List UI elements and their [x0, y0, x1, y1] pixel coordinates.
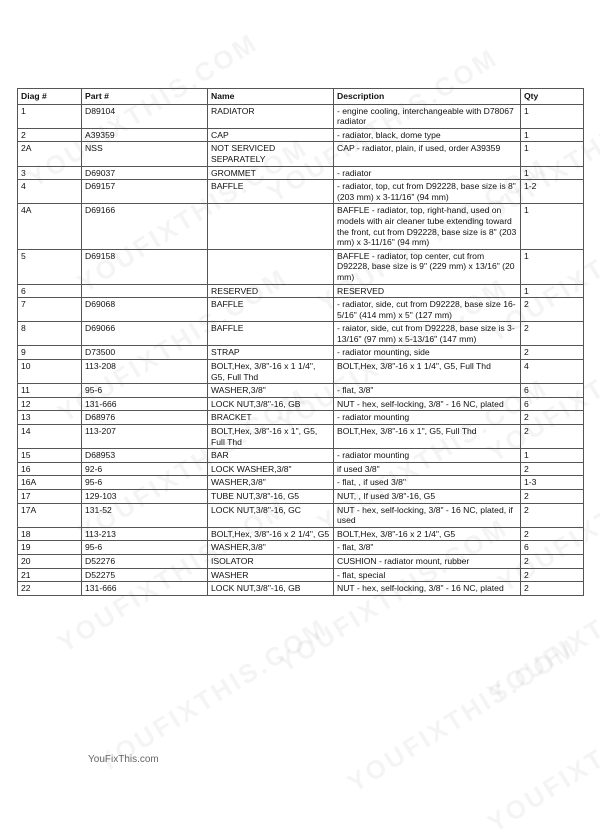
qty-cell: 2 — [521, 322, 584, 346]
part-number-cell: D52275 — [82, 568, 208, 582]
header-part: Part # — [82, 89, 208, 105]
qty-cell: 1 — [521, 284, 584, 298]
part-number-cell: D69068 — [82, 298, 208, 322]
qty-cell: 2 — [521, 298, 584, 322]
part-number-cell: NSS — [82, 142, 208, 166]
diag-cell: 22 — [18, 582, 82, 596]
diag-cell: 19 — [18, 541, 82, 555]
parts-table-body — [18, 104, 584, 595]
table-row — [18, 284, 584, 298]
table-row — [18, 541, 584, 555]
table-row — [18, 554, 584, 568]
description-cell: RESERVED — [334, 284, 521, 298]
qty-cell: 1 — [521, 128, 584, 142]
name-cell — [208, 204, 334, 249]
description-cell: NUT - hex, self-locking, 3/8" - 16 NC, plated — [334, 582, 521, 596]
part-number-cell: D68976 — [82, 411, 208, 425]
table-row — [18, 249, 584, 284]
description-cell: BAFFLE - radiator, top, right-hand, used on models with air cleaner tube extending toward the front, cut from D92228, base size is 8" (203 mm) x 3-11/16" (94 mm) — [334, 204, 521, 249]
table-row — [18, 568, 584, 582]
footer-site-name: YouFixThis.com — [88, 754, 159, 765]
parts-table — [17, 88, 584, 596]
qty-cell: 1-2 — [521, 180, 584, 204]
table-row — [18, 346, 584, 360]
part-number-cell: D68953 — [82, 449, 208, 463]
header-description: Description — [334, 89, 521, 105]
name-cell: WASHER — [208, 568, 334, 582]
description-cell: - radiator mounting — [334, 411, 521, 425]
qty-cell: 2 — [521, 346, 584, 360]
diag-cell: 16 — [18, 462, 82, 476]
table-row — [18, 490, 584, 504]
part-number-cell: 113-208 — [82, 360, 208, 384]
description-cell: - flat, 3/8" — [334, 541, 521, 555]
part-number-cell: 113-213 — [82, 527, 208, 541]
description-cell: - radiator — [334, 166, 521, 180]
part-number-cell: D69066 — [82, 322, 208, 346]
name-cell: BOLT,Hex, 3/8"-16 x 1", G5, Full Thd — [208, 425, 334, 449]
diag-cell: 12 — [18, 397, 82, 411]
header-diag: Diag # — [18, 89, 82, 105]
table-row — [18, 527, 584, 541]
qty-cell: 1 — [521, 166, 584, 180]
qty-cell: 2 — [521, 490, 584, 504]
name-cell: BOLT,Hex, 3/8"-16 x 2 1/4", G5 — [208, 527, 334, 541]
table-row — [18, 166, 584, 180]
qty-cell: 6 — [521, 384, 584, 398]
name-cell: BOLT,Hex, 3/8"-16 x 1 1/4", G5, Full Thd — [208, 360, 334, 384]
part-number-cell: D69037 — [82, 166, 208, 180]
qty-cell: 4 — [521, 360, 584, 384]
diag-cell: 7 — [18, 298, 82, 322]
watermark-text — [342, 632, 584, 799]
description-cell: - radiator mounting — [334, 449, 521, 463]
diag-cell: 17 — [18, 490, 82, 504]
qty-cell: 1-3 — [521, 476, 584, 490]
qty-cell: 1 — [521, 449, 584, 463]
table-row — [18, 503, 584, 527]
name-cell: LOCK NUT,3/8"-16, GC — [208, 503, 334, 527]
diag-cell: 17A — [18, 503, 82, 527]
diag-cell: 5 — [18, 249, 82, 284]
qty-cell: 1 — [521, 142, 584, 166]
table-row — [18, 322, 584, 346]
diag-cell: 6 — [18, 284, 82, 298]
qty-cell: 2 — [521, 425, 584, 449]
name-cell: CAP — [208, 128, 334, 142]
description-cell: - flat, , if used 3/8" — [334, 476, 521, 490]
part-number-cell: 131-52 — [82, 503, 208, 527]
part-number-cell: 95-6 — [82, 384, 208, 398]
name-cell: BRACKET — [208, 411, 334, 425]
part-number-cell: 131-666 — [82, 582, 208, 596]
part-number-cell — [82, 284, 208, 298]
name-cell: WASHER,3/8" — [208, 384, 334, 398]
name-cell: RESERVED — [208, 284, 334, 298]
part-number-cell: D73500 — [82, 346, 208, 360]
table-row — [18, 476, 584, 490]
table-row — [18, 449, 584, 463]
diag-cell: 14 — [18, 425, 82, 449]
name-cell: LOCK NUT,3/8"-16, GB — [208, 582, 334, 596]
qty-cell: 1 — [521, 104, 584, 128]
diag-cell: 13 — [18, 411, 82, 425]
diag-cell: 9 — [18, 346, 82, 360]
name-cell: LOCK WASHER,3/8" — [208, 462, 334, 476]
part-number-cell: D89104 — [82, 104, 208, 128]
description-cell: NUT - hex, self-locking, 3/8" - 16 NC, plated — [334, 397, 521, 411]
diag-cell: 4 — [18, 180, 82, 204]
diag-cell: 8 — [18, 322, 82, 346]
diag-cell: 3 — [18, 166, 82, 180]
table-header-row — [18, 89, 584, 105]
qty-cell: 6 — [521, 541, 584, 555]
name-cell: ISOLATOR — [208, 554, 334, 568]
name-cell: BAFFLE — [208, 298, 334, 322]
description-cell: - flat, 3/8" — [334, 384, 521, 398]
name-cell — [208, 249, 334, 284]
table-row — [18, 180, 584, 204]
description-cell: - flat, special — [334, 568, 521, 582]
part-number-cell: A39359 — [82, 128, 208, 142]
table-row — [18, 384, 584, 398]
name-cell: BAFFLE — [208, 180, 334, 204]
diag-cell: 11 — [18, 384, 82, 398]
table-row — [18, 142, 584, 166]
description-cell: CUSHION - radiator mount, rubber — [334, 554, 521, 568]
name-cell: LOCK NUT,3/8"-16, GB — [208, 397, 334, 411]
diag-cell: 2 — [18, 128, 82, 142]
qty-cell: 6 — [521, 397, 584, 411]
table-row — [18, 204, 584, 249]
part-number-cell: D52276 — [82, 554, 208, 568]
part-number-cell: 92-6 — [82, 462, 208, 476]
name-cell: WASHER,3/8" — [208, 541, 334, 555]
description-cell: - radiator, top, cut from D92228, base size is 8" (203 mm) x 3-11/16" (94 mm) — [334, 180, 521, 204]
table-row — [18, 425, 584, 449]
qty-cell: 2 — [521, 527, 584, 541]
diag-cell: 21 — [18, 568, 82, 582]
diag-cell: 2A — [18, 142, 82, 166]
description-cell: CAP - radiator, plain, if used, order A39359 — [334, 142, 521, 166]
part-number-cell: 113-207 — [82, 425, 208, 449]
name-cell: BAR — [208, 449, 334, 463]
table-row — [18, 104, 584, 128]
name-cell: STRAP — [208, 346, 334, 360]
name-cell: RADIATOR — [208, 104, 334, 128]
name-cell: TUBE NUT,3/8"-16, G5 — [208, 490, 334, 504]
description-cell: - radiator mounting, side — [334, 346, 521, 360]
diag-cell: 15 — [18, 449, 82, 463]
qty-cell: 2 — [521, 411, 584, 425]
description-cell: if used 3/8" — [334, 462, 521, 476]
part-number-cell: 131-666 — [82, 397, 208, 411]
table-row — [18, 582, 584, 596]
description-cell: BOLT,Hex, 3/8"-16 x 1", G5, Full Thd — [334, 425, 521, 449]
qty-cell: 2 — [521, 503, 584, 527]
qty-cell: 1 — [521, 249, 584, 284]
description-cell: BAFFLE - radiator, top center, cut from D92228, base size is 9" (229 mm) x 13/16" (20 mm) — [334, 249, 521, 284]
table-row — [18, 360, 584, 384]
name-cell: BAFFLE — [208, 322, 334, 346]
part-number-cell: D69157 — [82, 180, 208, 204]
diag-cell: 1 — [18, 104, 82, 128]
header-qty: Qty — [521, 89, 584, 105]
diag-cell: 4A — [18, 204, 82, 249]
qty-cell: 2 — [521, 462, 584, 476]
table-row — [18, 462, 584, 476]
description-cell: - radiator, black, dome type — [334, 128, 521, 142]
part-number-cell: D69166 — [82, 204, 208, 249]
qty-cell: 2 — [521, 582, 584, 596]
table-row — [18, 298, 584, 322]
part-number-cell: 95-6 — [82, 476, 208, 490]
description-cell: - raiator, side, cut from D92228, base size is 3-13/16" (97 mm) x 5-13/16" (147 mm) — [334, 322, 521, 346]
diag-cell: 10 — [18, 360, 82, 384]
table-row — [18, 128, 584, 142]
table-row — [18, 397, 584, 411]
description-cell: NUT, , If used 3/8"-16, G5 — [334, 490, 521, 504]
description-cell: BOLT,Hex, 3/8"-16 x 1 1/4", G5, Full Thd — [334, 360, 521, 384]
name-cell: GROMMET — [208, 166, 334, 180]
description-cell: NUT - hex, self-locking, 3/8" - 16 NC, plated, if used — [334, 503, 521, 527]
description-cell: BOLT,Hex, 3/8"-16 x 2 1/4", G5 — [334, 527, 521, 541]
qty-cell: 1 — [521, 204, 584, 249]
qty-cell: 2 — [521, 568, 584, 582]
watermark-text — [482, 672, 600, 839]
qty-cell: 2 — [521, 554, 584, 568]
name-cell: NOT SERVICED SEPARATELY — [208, 142, 334, 166]
description-cell: - engine cooling, interchangeable with D78067 radiator — [334, 104, 521, 128]
part-number-cell: 129-103 — [82, 490, 208, 504]
part-number-cell: 95-6 — [82, 541, 208, 555]
diag-cell: 16A — [18, 476, 82, 490]
part-number-cell: D69158 — [82, 249, 208, 284]
diag-cell: 20 — [18, 554, 82, 568]
diag-cell: 18 — [18, 527, 82, 541]
name-cell: WASHER,3/8" — [208, 476, 334, 490]
description-cell: - radiator, side, cut from D92228, base size 16-5/16" (414 mm) x 5" (127 mm) — [334, 298, 521, 322]
table-row — [18, 411, 584, 425]
header-name: Name — [208, 89, 334, 105]
